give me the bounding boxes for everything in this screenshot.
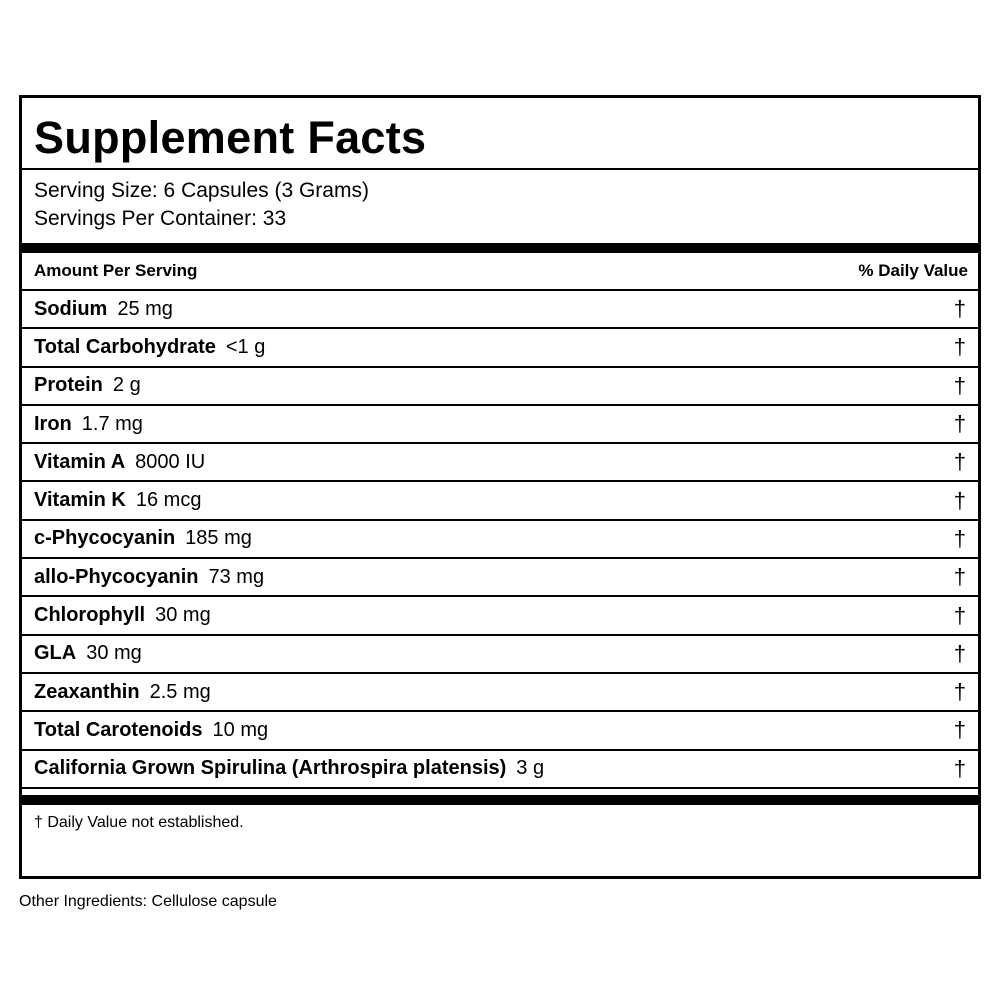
serving-info	[22, 170, 978, 243]
nutrient-row	[22, 521, 978, 559]
nutrient-amount: 16 mcg	[135, 489, 202, 512]
nutrient-label	[34, 374, 141, 397]
panel-title: Supplement Facts	[22, 98, 978, 170]
nutrient-amount: 8000 IU	[135, 450, 206, 473]
supplement-facts-panel	[19, 95, 981, 879]
nutrient-label	[34, 298, 173, 321]
nutrient-row	[22, 712, 978, 750]
nutrient-row	[22, 636, 978, 674]
nutrient-amount: <1 g	[225, 335, 266, 358]
nutrient-label	[34, 642, 142, 665]
nutrient-name: California Grown Spirulina (Arthrospira platensis)	[34, 757, 507, 780]
nutrient-row	[22, 482, 978, 520]
nutrient-name: Vitamin K	[34, 489, 126, 512]
daily-value-dagger: †	[953, 525, 966, 551]
amount-per-serving-header: Amount Per Serving	[34, 261, 198, 280]
nutrient-row	[22, 329, 978, 367]
serving-size: Serving Size: 6 Capsules (3 Grams)	[34, 179, 369, 202]
nutrient-amount: 30 mg	[155, 604, 211, 627]
nutrient-amount: 3 g	[516, 757, 545, 780]
nutrient-row	[22, 751, 978, 789]
nutrient-row	[22, 368, 978, 406]
nutrient-row	[22, 291, 978, 329]
other-ingredients: Other Ingredients: Cellulose capsule	[19, 893, 277, 910]
column-header-row	[22, 253, 978, 291]
daily-value-dagger: †	[953, 372, 966, 398]
nutrient-amount: 2.5 mg	[149, 680, 211, 703]
nutrient-amount: 30 mg	[86, 642, 142, 665]
nutrient-list	[22, 291, 978, 789]
daily-value-dagger: †	[953, 679, 966, 705]
nutrient-label	[34, 336, 265, 359]
nutrient-row	[22, 674, 978, 712]
servings-per-container: Servings Per Container: 33	[34, 207, 287, 230]
daily-value-dagger: †	[953, 296, 966, 322]
nutrient-label	[34, 604, 211, 627]
nutrient-name: Total Carotenoids	[34, 718, 203, 741]
nutrient-name: allo-Phycocyanin	[34, 565, 199, 588]
nutrient-name: c-Phycocyanin	[34, 527, 176, 550]
daily-value-dagger: †	[953, 334, 966, 360]
nutrient-amount: 25 mg	[117, 297, 173, 320]
nutrient-label	[34, 681, 211, 704]
nutrient-row	[22, 597, 978, 635]
thick-divider-bottom	[22, 795, 978, 805]
daily-value-dagger: †	[953, 411, 966, 437]
nutrient-name: Sodium	[34, 297, 108, 320]
daily-value-dagger: †	[953, 487, 966, 513]
nutrient-name: Protein	[34, 374, 103, 397]
nutrient-label	[34, 451, 205, 474]
daily-value-dagger: †	[953, 717, 966, 743]
nutrient-name: Vitamin A	[34, 450, 126, 473]
daily-value-dagger: †	[953, 602, 966, 628]
nutrient-amount: 73 mg	[208, 565, 265, 588]
daily-value-dagger: †	[953, 564, 966, 590]
nutrient-name: Chlorophyll	[34, 604, 146, 627]
nutrient-label	[34, 566, 264, 589]
nutrient-amount: 1.7 mg	[81, 412, 143, 435]
nutrient-name: GLA	[34, 642, 77, 665]
nutrient-label	[34, 757, 544, 780]
nutrient-row	[22, 444, 978, 482]
footnote: † Daily Value not established.	[34, 813, 244, 831]
nutrient-label	[34, 527, 252, 550]
nutrient-amount: 2 g	[112, 374, 141, 397]
nutrient-name: Iron	[34, 412, 72, 435]
daily-value-dagger: †	[953, 755, 966, 781]
nutrient-row	[22, 559, 978, 597]
daily-value-header: % Daily Value	[858, 261, 968, 280]
daily-value-dagger: †	[953, 449, 966, 475]
thick-divider-top	[22, 243, 978, 253]
nutrient-amount: 185 mg	[185, 527, 252, 550]
nutrient-amount: 10 mg	[212, 718, 269, 741]
daily-value-dagger: †	[953, 640, 966, 666]
nutrient-row	[22, 406, 978, 444]
nutrient-name: Zeaxanthin	[34, 680, 140, 703]
nutrient-label	[34, 413, 143, 436]
nutrient-label	[34, 489, 201, 512]
nutrient-label	[34, 719, 268, 742]
nutrient-name: Total Carbohydrate	[34, 335, 216, 358]
